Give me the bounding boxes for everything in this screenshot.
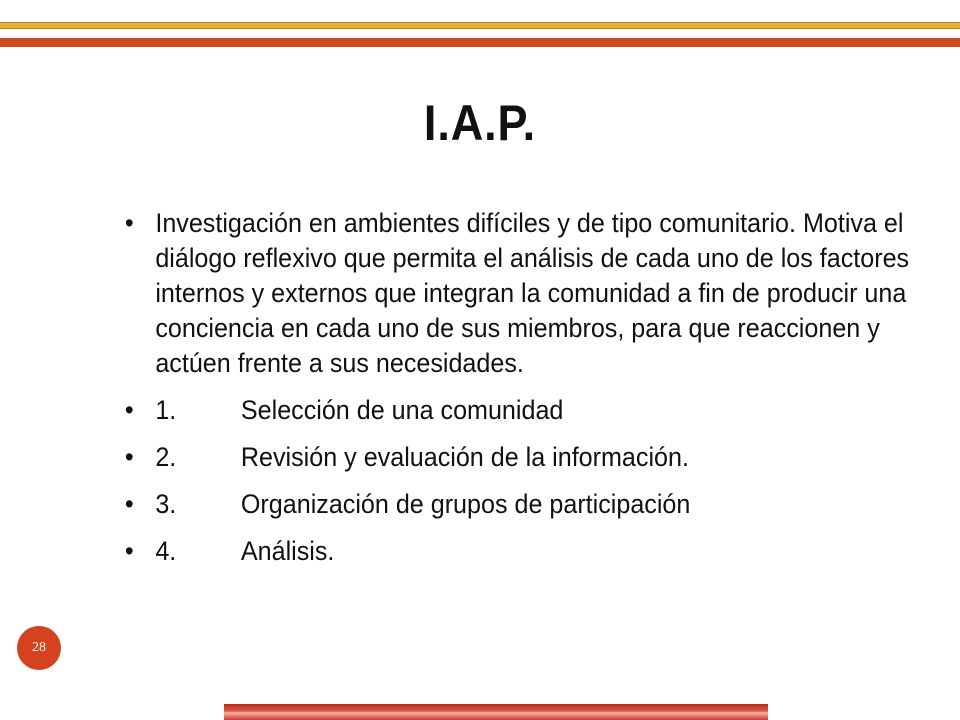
- bullet-step-4: [120, 534, 955, 569]
- step-text: Análisis.: [240, 536, 335, 566]
- step-text: Revisión y evaluación de la información.: [240, 442, 689, 472]
- bullet-intro: [120, 206, 955, 381]
- bullet-icon: •: [124, 536, 134, 566]
- step-number: 3.: [155, 489, 177, 519]
- bullet-icon: •: [124, 442, 134, 472]
- bullet-icon: •: [124, 208, 134, 238]
- slide-body: [120, 206, 920, 581]
- step-text: Organización de grupos de participación: [240, 489, 691, 519]
- bottom-decorative-bar: [224, 704, 768, 720]
- gold-stripe: [0, 22, 960, 29]
- step-text: Selección de una comunidad: [240, 395, 564, 425]
- bullet-list: [120, 206, 920, 569]
- bullet-icon: •: [124, 395, 134, 425]
- slide-title: I.A.P.: [423, 95, 537, 151]
- bullet-step-2: [120, 440, 955, 475]
- step-number: 4.: [155, 536, 177, 566]
- step-number: 2.: [155, 442, 177, 472]
- bullet-icon: •: [124, 489, 134, 519]
- intro-text: Investigación en ambientes difíciles y de tipo comunitario. Motiva el diálogo reflexivo que permita el análisis de cada uno de los factores internos y externos que integran la comunidad a fin de producir una conciencia en cada uno de sus miembros, para que reaccionen y actúen frente a sus necesidades.: [155, 208, 910, 378]
- page-number-badge: 28: [17, 626, 61, 670]
- bullet-step-3: [120, 487, 955, 522]
- step-number: 1.: [155, 395, 177, 425]
- red-stripe: [0, 38, 960, 47]
- bullet-step-1: [120, 393, 955, 428]
